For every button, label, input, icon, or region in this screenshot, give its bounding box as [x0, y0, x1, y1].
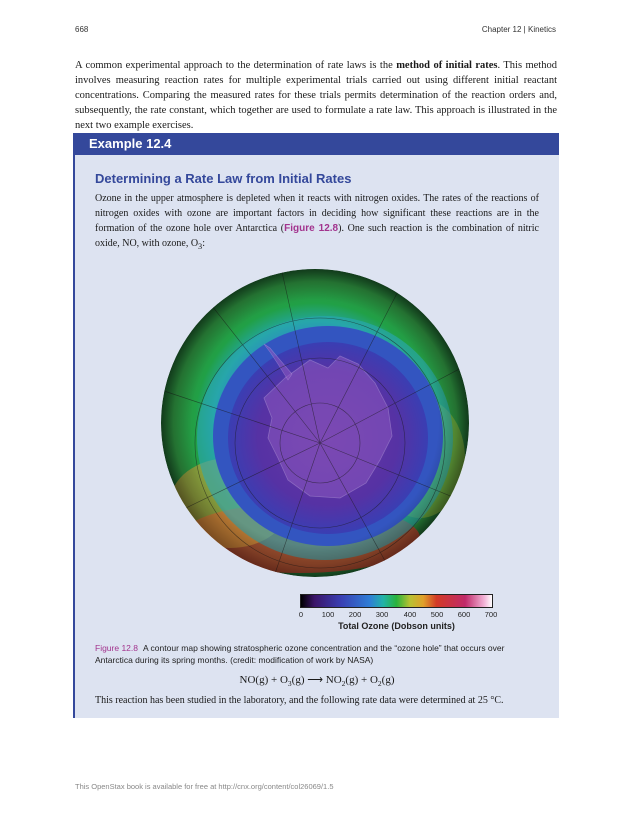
eq-plus: +: [268, 674, 280, 686]
eq-arrow: ⟶: [304, 674, 326, 686]
colorbar-tick: 100: [321, 610, 335, 619]
eq-product-no2: NO: [325, 674, 342, 686]
after-equation-text: This reaction has been studied in the laboratory, and the following rate data were determined at 25 °C.: [95, 695, 504, 706]
intro-text-before: A common experimental approach to the determination of rate laws is the: [75, 60, 397, 71]
colorbar-tick: 0: [298, 610, 304, 619]
para-before: Ozone in the upper atmosphere is depleted when it reacts with nitrogen oxides. The rates of the reactions of nitrogen oxides with ozone are important factors in deciding how significant these reactions are in the formation of the ozone hole over Antarctica (: [95, 193, 539, 234]
caption-text: A contour map showing stratospheric ozone concentration and the “ozone hole” that occurs over Antarctica during its spring months. (credit: modification of work by NASA): [95, 643, 505, 665]
colorbar-tick: 300: [375, 610, 389, 619]
colorbar-tick: 700: [484, 610, 498, 619]
figure-link[interactable]: Figure 12.8: [284, 223, 339, 234]
intro-bold-term: method of initial rates: [396, 60, 498, 71]
eq-subscript: 2: [341, 679, 346, 689]
caption-number: Figure 12.8: [95, 643, 138, 653]
colorbar: [298, 594, 498, 622]
para-after: ). One such reaction is the combination of nitric oxide, NO, with ozone, O: [95, 223, 539, 249]
eq-plus: +: [358, 674, 370, 686]
colorbar-tick: 500: [430, 610, 444, 619]
eq-subscript: 3: [287, 679, 292, 689]
eq-reactant-o3: O: [279, 674, 288, 686]
eq-phase: (g): [255, 674, 269, 686]
colorbar-ticks: [298, 608, 498, 622]
ozone-map: [160, 268, 470, 578]
example-box: [73, 133, 559, 718]
chemical-equation: [75, 673, 559, 688]
intro-text-after: . This method involves measuring reaction rates for multiple experimental trials carried out using different initial reactant concentrations. Comparing the measured rates for these trials permits determination of the reaction orders and, subsequently, the rate constant, which together are used to formulate a rate law. This approach is illustrated in the next two example exercises.: [75, 60, 557, 131]
eq-phase: (g): [345, 674, 359, 686]
page-number: 668: [75, 25, 89, 34]
eq-phase: (g): [291, 674, 305, 686]
example-paragraph: [95, 191, 539, 254]
colorbar-tick: 200: [348, 610, 362, 619]
colorbar-label: Total Ozone (Dobson units): [338, 621, 455, 631]
page-footer: This OpenStax book is available for free at http://cnx.org/content/col26069/1.5: [75, 782, 334, 791]
eq-reactant-no: NO: [239, 674, 256, 686]
colorbar-tick: 600: [457, 610, 471, 619]
example-label: Example 12.4: [75, 133, 559, 155]
para-subscript: 3: [198, 242, 203, 251]
colorbar-gradient: [300, 594, 493, 608]
intro-paragraph: [75, 58, 557, 133]
eq-product-o2: O: [369, 674, 378, 686]
eq-phase: (g): [381, 674, 395, 686]
eq-subscript: 2: [377, 679, 382, 689]
example-title: Determining a Rate Law from Initial Rates: [95, 171, 352, 186]
chapter-header: Chapter 12 | Kinetics: [481, 25, 556, 34]
colorbar-tick: 400: [403, 610, 417, 619]
figure-caption: [95, 643, 535, 666]
para-end: :: [202, 238, 205, 249]
